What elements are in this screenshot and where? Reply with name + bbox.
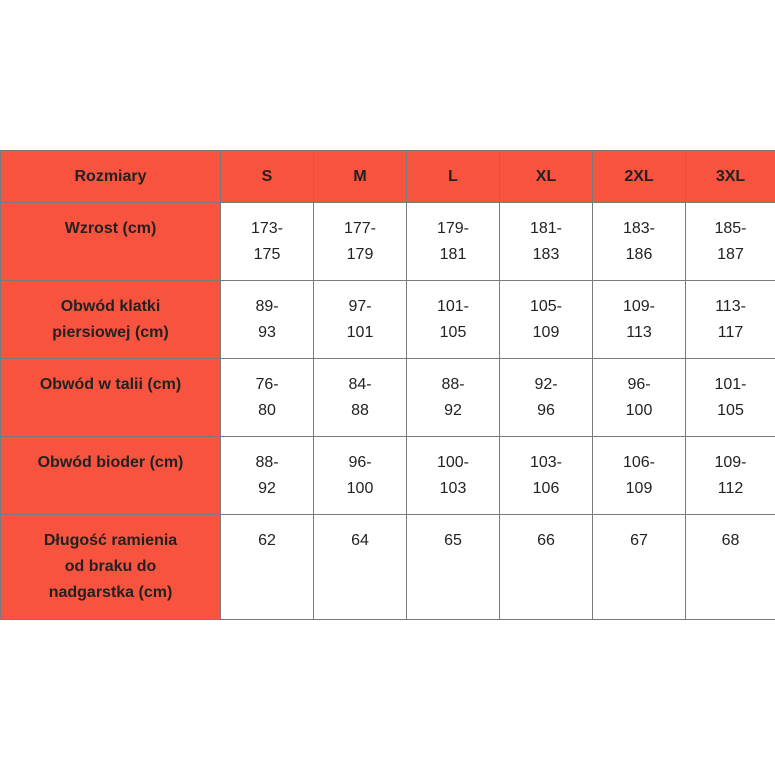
table-cell: 101- 105 [686, 359, 775, 437]
table-cell: 113- 117 [686, 281, 775, 359]
table-row-height [1, 203, 775, 281]
size-header-s: S [221, 151, 314, 203]
table-cell: 96- 100 [314, 437, 407, 515]
table-cell: 177- 179 [314, 203, 407, 281]
row-label: Długość ramienia od braku do nadgarstka (cm) [1, 515, 221, 620]
size-header-l: L [407, 151, 500, 203]
table-cell: 109- 113 [593, 281, 686, 359]
table-cell: 96- 100 [593, 359, 686, 437]
table-cell: 68 [686, 515, 775, 620]
table-cell: 181- 183 [500, 203, 593, 281]
size-chart-table [0, 150, 775, 620]
table-cell: 103- 106 [500, 437, 593, 515]
table-cell: 88- 92 [221, 437, 314, 515]
table-cell: 84- 88 [314, 359, 407, 437]
table-row-waist [1, 359, 775, 437]
table-cell: 109- 112 [686, 437, 775, 515]
size-header-xl: XL [500, 151, 593, 203]
size-header-3xl: 3XL [686, 151, 775, 203]
table-cell: 185- 187 [686, 203, 775, 281]
table-cell: 183- 186 [593, 203, 686, 281]
table-cell: 88- 92 [407, 359, 500, 437]
corner-label: Rozmiary [1, 151, 221, 203]
table-cell: 97- 101 [314, 281, 407, 359]
table-cell: 173- 175 [221, 203, 314, 281]
row-label: Wzrost (cm) [1, 203, 221, 281]
row-label: Obwód w talii (cm) [1, 359, 221, 437]
row-label: Obwód klatki piersiowej (cm) [1, 281, 221, 359]
size-header-2xl: 2XL [593, 151, 686, 203]
table-cell: 65 [407, 515, 500, 620]
table-cell: 67 [593, 515, 686, 620]
table-row-hips [1, 437, 775, 515]
table-cell: 106- 109 [593, 437, 686, 515]
table-cell: 92- 96 [500, 359, 593, 437]
row-label: Obwód bioder (cm) [1, 437, 221, 515]
table-cell: 179- 181 [407, 203, 500, 281]
size-header-m: M [314, 151, 407, 203]
table-cell: 101- 105 [407, 281, 500, 359]
table-cell: 66 [500, 515, 593, 620]
table-row-chest [1, 281, 775, 359]
table-cell: 105- 109 [500, 281, 593, 359]
table-cell: 89- 93 [221, 281, 314, 359]
table-cell: 64 [314, 515, 407, 620]
table-cell: 76- 80 [221, 359, 314, 437]
table-row-sleeve [1, 515, 775, 620]
header-row [1, 151, 775, 203]
table-cell: 100- 103 [407, 437, 500, 515]
table-cell: 62 [221, 515, 314, 620]
